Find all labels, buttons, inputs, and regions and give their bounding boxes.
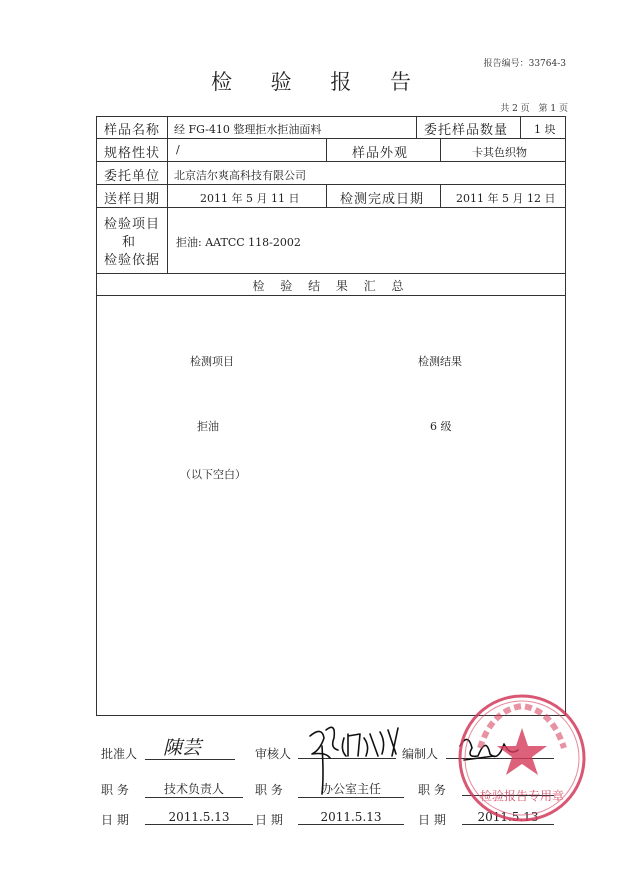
items-label-line2: 和: [122, 235, 137, 250]
summary-col-result: 检测结果: [418, 355, 462, 368]
reviewer-position-label: 职 务: [255, 783, 283, 797]
quantity-value: 1 块: [534, 123, 556, 136]
client-value: 北京洁尔爽高科技有限公司: [174, 169, 306, 182]
official-seal-stamp: [452, 688, 592, 828]
approver-date: 2011.5.13: [145, 810, 253, 825]
blank-note: （以下空白）: [180, 468, 246, 481]
complete-date-value: 2011 年 5 月 12 日: [456, 192, 556, 205]
compiler-date: 2011.5.13: [462, 810, 554, 825]
approver-date-label: 日 期: [101, 813, 129, 827]
col-divider: [326, 184, 327, 207]
delivery-date-label: 送样日期: [104, 192, 161, 207]
col-divider: [440, 138, 441, 161]
col-divider: [440, 184, 441, 207]
summary-col-item: 检测项目: [190, 355, 234, 368]
complete-date-label: 检测完成日期: [340, 192, 425, 207]
appearance-label: 样品外观: [352, 146, 409, 161]
client-label: 委托单位: [104, 169, 161, 184]
items-label-line1: 检验项目: [104, 217, 161, 232]
spec-label: 规格性状: [104, 146, 161, 161]
compiler-label: 编制人: [402, 747, 439, 761]
spec-value: /: [176, 143, 180, 156]
row-divider: [96, 273, 566, 274]
reviewer-label: 审核人: [255, 747, 292, 761]
approver-position-label: 职 务: [101, 783, 129, 797]
summary-title: 检 验 结 果 汇 总: [252, 279, 410, 293]
seal-text: 检验报告专用章: [479, 789, 565, 803]
reviewer-date: 2011.5.13: [298, 810, 404, 825]
reviewer-date-label: 日 期: [255, 813, 283, 827]
col-divider: [520, 116, 521, 138]
approver-label: 批准人: [101, 747, 138, 761]
summary-row-result: 6 级: [430, 420, 452, 433]
reviewer-position: 办公室主任: [298, 780, 404, 798]
quantity-label: 委托样品数量: [424, 123, 509, 138]
compiler-date-label: 日 期: [418, 813, 446, 827]
total-pages: 共 2 页: [500, 104, 530, 114]
row-divider: [96, 295, 566, 296]
compiler-position-label: 职 务: [418, 783, 446, 797]
delivery-date-value: 2011 年 5 月 11 日: [200, 192, 300, 205]
col-divider: [416, 116, 417, 138]
page-info: [494, 101, 568, 114]
col-divider: [326, 138, 327, 161]
approver-signature: 陳芸: [163, 737, 202, 759]
page-title: 检 验 报 告: [210, 70, 428, 94]
items-label-line3: 检验依据: [104, 253, 161, 268]
page-number: 第 1 页: [538, 104, 568, 114]
sample-name-value: 经 FG-410 整理拒水拒油面料: [174, 123, 322, 136]
sample-name-label: 样品名称: [104, 123, 161, 138]
report-number: 报告编号：33764-3: [483, 59, 566, 69]
items-value: 拒油: AATCC 118-2002: [176, 236, 301, 249]
approver-signature-line: [145, 733, 235, 760]
approver-position: 技术负责人: [145, 780, 243, 798]
appearance-value: 卡其色织物: [472, 146, 527, 159]
summary-row-item: 拒油: [197, 420, 219, 433]
col-divider: [167, 116, 168, 273]
